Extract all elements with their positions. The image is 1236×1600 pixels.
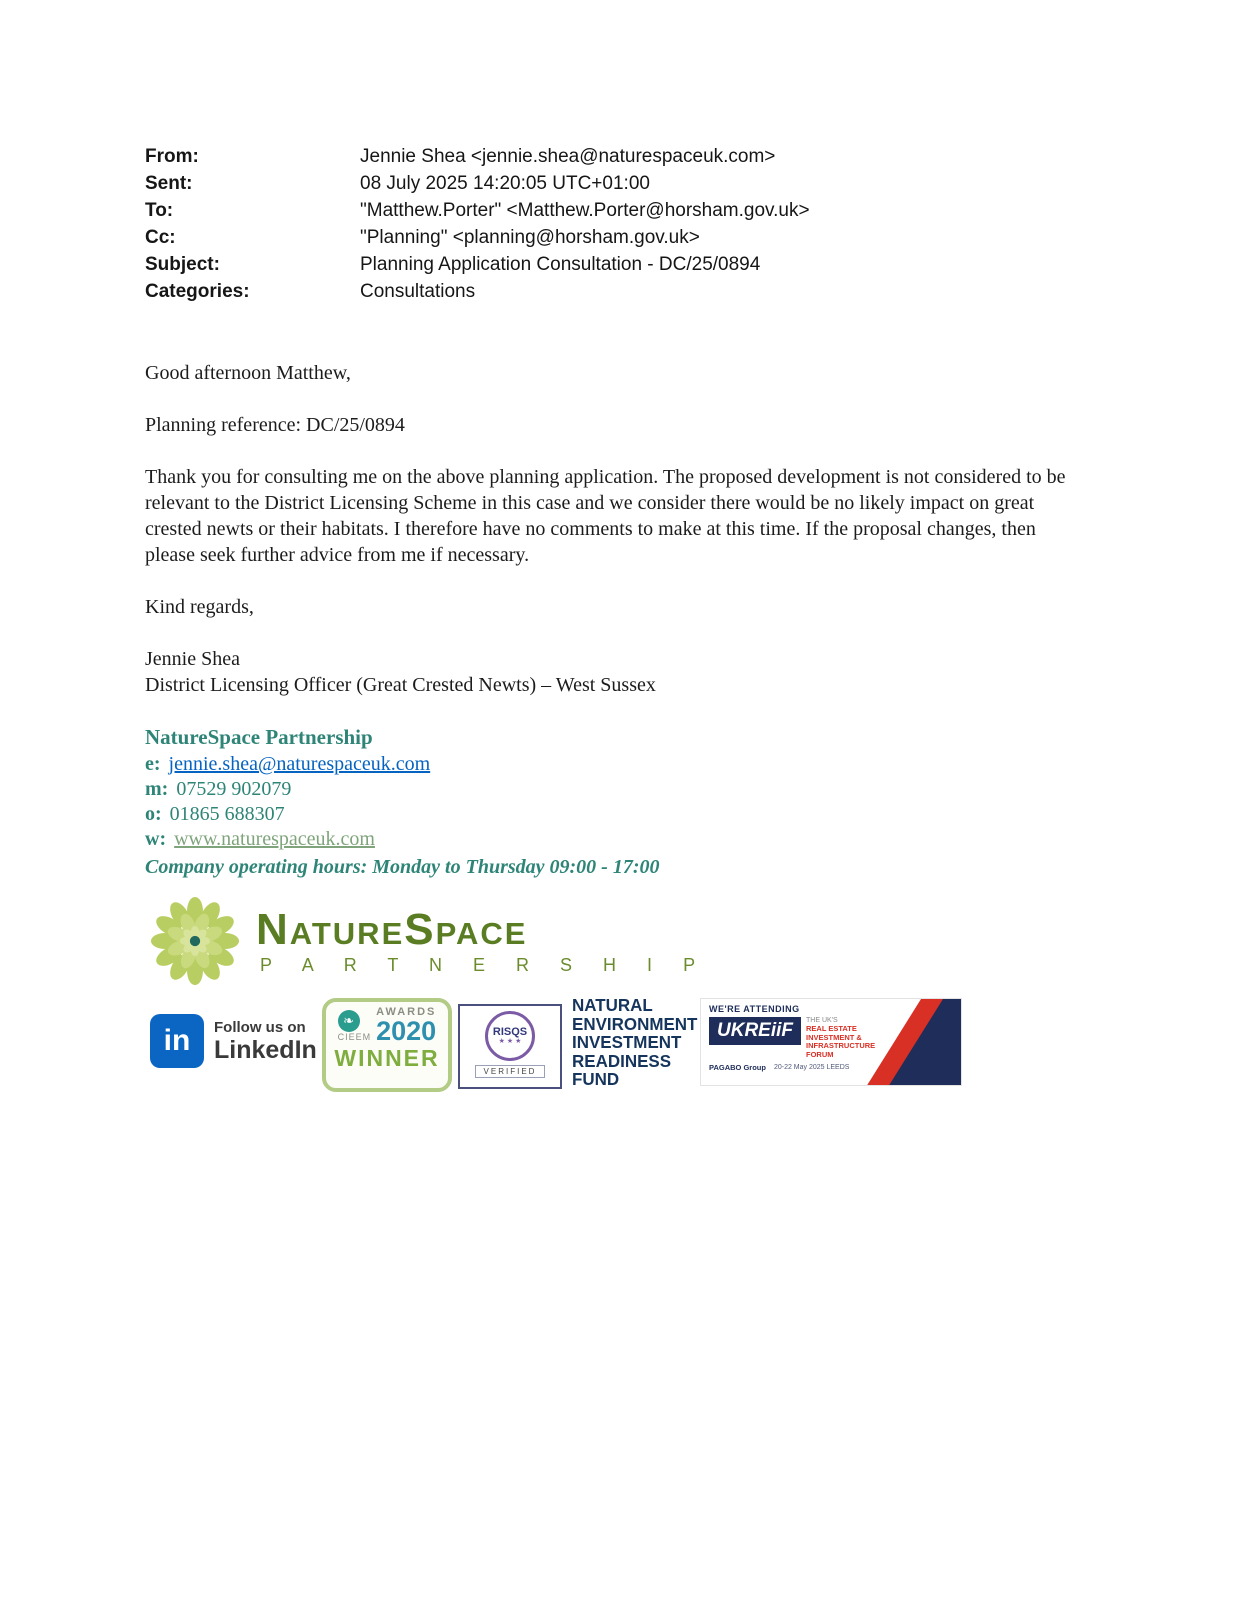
neirf-logo — [572, 996, 697, 1089]
header-row-cc — [145, 224, 810, 251]
ukreiif-date: 20-22 May 2025 LEEDS — [773, 1064, 850, 1071]
risqs-verified-badge — [458, 1004, 562, 1089]
header-row-sent — [145, 170, 810, 197]
naturespace-logo — [150, 896, 708, 986]
header-label: Sent: — [145, 173, 193, 194]
web-label: w: — [145, 828, 167, 850]
operating-hours: Company operating hours: Monday to Thursday 09:00 - 17:00 — [145, 856, 660, 878]
sender-title: District Licensing Officer (Great Crested Newts) – West Sussex — [145, 674, 656, 696]
signature-mobile-line — [145, 777, 1073, 802]
cieem-year: 2020 — [376, 1016, 437, 1046]
sender-name: Jennie Shea — [145, 648, 240, 670]
naturespace-partnership-label: P A R T N E R S H I P — [260, 954, 709, 975]
header-label: To: — [145, 200, 174, 221]
cieem-awards-label: AWARDS — [376, 1006, 437, 1018]
ukreiif-footer-row — [709, 1063, 879, 1072]
header-label: Cc: — [145, 227, 176, 248]
linkedin-text — [214, 1019, 317, 1063]
leaf-icon: ❧ — [338, 1010, 360, 1032]
pagabo-group-label: PAGABO Group — [709, 1063, 766, 1072]
ukreiif-attending-label: WE'RE ATTENDING — [709, 1004, 800, 1014]
email-label: e: — [145, 753, 161, 775]
ukreiif-banner — [700, 998, 962, 1086]
body-paragraph: Thank you for consulting me on the above planning application. The proposed development is not considered to be relevant to the District Licensing Scheme in this case and we consider there would be no likely impact on great crested newts or their habitats. I therefore have no comments to make at this time. If the proposal changes, then please seek further advice from me if necessary. — [145, 466, 1066, 566]
header-row-subject — [145, 251, 810, 278]
website-link[interactable]: www.naturespaceuk.com — [174, 828, 375, 850]
risqs-stars-icon: ★ ★ ★ — [498, 1037, 522, 1045]
cieem-top-row — [328, 1006, 446, 1045]
office-label: o: — [145, 803, 162, 825]
linkedin-icon: in — [150, 1014, 204, 1068]
header-label: Subject: — [145, 254, 220, 275]
risqs-seal-icon — [485, 1011, 535, 1061]
signature-company: NatureSpace Partnership — [145, 725, 373, 749]
signature-block — [145, 724, 1073, 880]
cieem-winner-label: WINNER — [334, 1045, 440, 1071]
risqs-name: RISQS — [492, 1025, 528, 1038]
signature-office-line — [145, 802, 1073, 827]
ukreiif-logo-row — [709, 1017, 879, 1059]
ukreiif-tagline-main: REAL ESTATE INVESTMENT & INFRASTRUCTURE FORUM — [806, 1024, 876, 1059]
cieem-org-label: CIEEM — [337, 1031, 372, 1042]
planning-reference: Planning reference: DC/25/0894 — [145, 414, 405, 436]
header-row-to — [145, 197, 810, 224]
linkedin-label: LinkedIn — [214, 1036, 317, 1064]
office-number: 01865 688307 — [169, 803, 285, 825]
ukreiif-tagline — [806, 1017, 879, 1059]
naturespace-wordmark — [256, 904, 709, 976]
mobile-label: m: — [145, 778, 169, 800]
linkedin-follow-label: Follow us on — [214, 1019, 306, 1036]
naturespace-flower-icon — [150, 896, 240, 986]
signature-email-line — [145, 752, 1073, 777]
header-label: Categories: — [145, 281, 250, 302]
header-value: Planning Application Consultation - DC/25/0894 — [360, 254, 761, 275]
email-header-block — [145, 143, 810, 305]
ukreiif-tagline-prefix: THE UK'S — [806, 1017, 838, 1024]
header-value: "Planning" <planning@horsham.gov.uk> — [360, 227, 700, 248]
header-value: Consultations — [360, 281, 476, 302]
linkedin-follow-badge[interactable] — [150, 1014, 317, 1068]
email-link[interactable]: jennie.shea@naturespaceuk.com — [168, 753, 431, 775]
signature-web-line — [145, 827, 1073, 852]
mobile-number: 07529 902079 — [176, 778, 292, 800]
sender-block — [145, 646, 1073, 698]
email-body — [145, 360, 1073, 880]
ukreiif-content — [709, 1004, 879, 1072]
header-row-from — [145, 143, 810, 170]
neirf-line: FUND — [572, 1069, 620, 1089]
header-value: Jennie Shea <jennie.shea@naturespaceuk.com> — [360, 146, 776, 167]
closing: Kind regards, — [145, 596, 254, 618]
header-label: From: — [145, 146, 199, 167]
header-row-categories — [145, 278, 810, 305]
greeting: Good afternoon Matthew, — [145, 362, 351, 384]
ukreiif-wordmark: UKREiiF — [709, 1017, 801, 1045]
neirf-line: INVESTMENT — [572, 1032, 682, 1052]
header-value: "Matthew.Porter" <Matthew.Porter@horsham.gov.uk> — [360, 200, 810, 221]
neirf-line: READINESS — [572, 1050, 672, 1071]
cieem-awards-column — [376, 1006, 436, 1045]
risqs-verified-label: VERIFIED — [475, 1065, 546, 1078]
naturespace-name: NatureSpace — [256, 904, 528, 954]
header-value: 08 July 2025 14:20:05 UTC+01:00 — [360, 173, 650, 194]
cieem-awards-badge — [322, 998, 452, 1092]
neirf-line: NATURAL — [572, 995, 653, 1015]
cieem-leaf-column — [338, 1010, 372, 1042]
neirf-line: ENVIRONMENT — [572, 1013, 698, 1034]
